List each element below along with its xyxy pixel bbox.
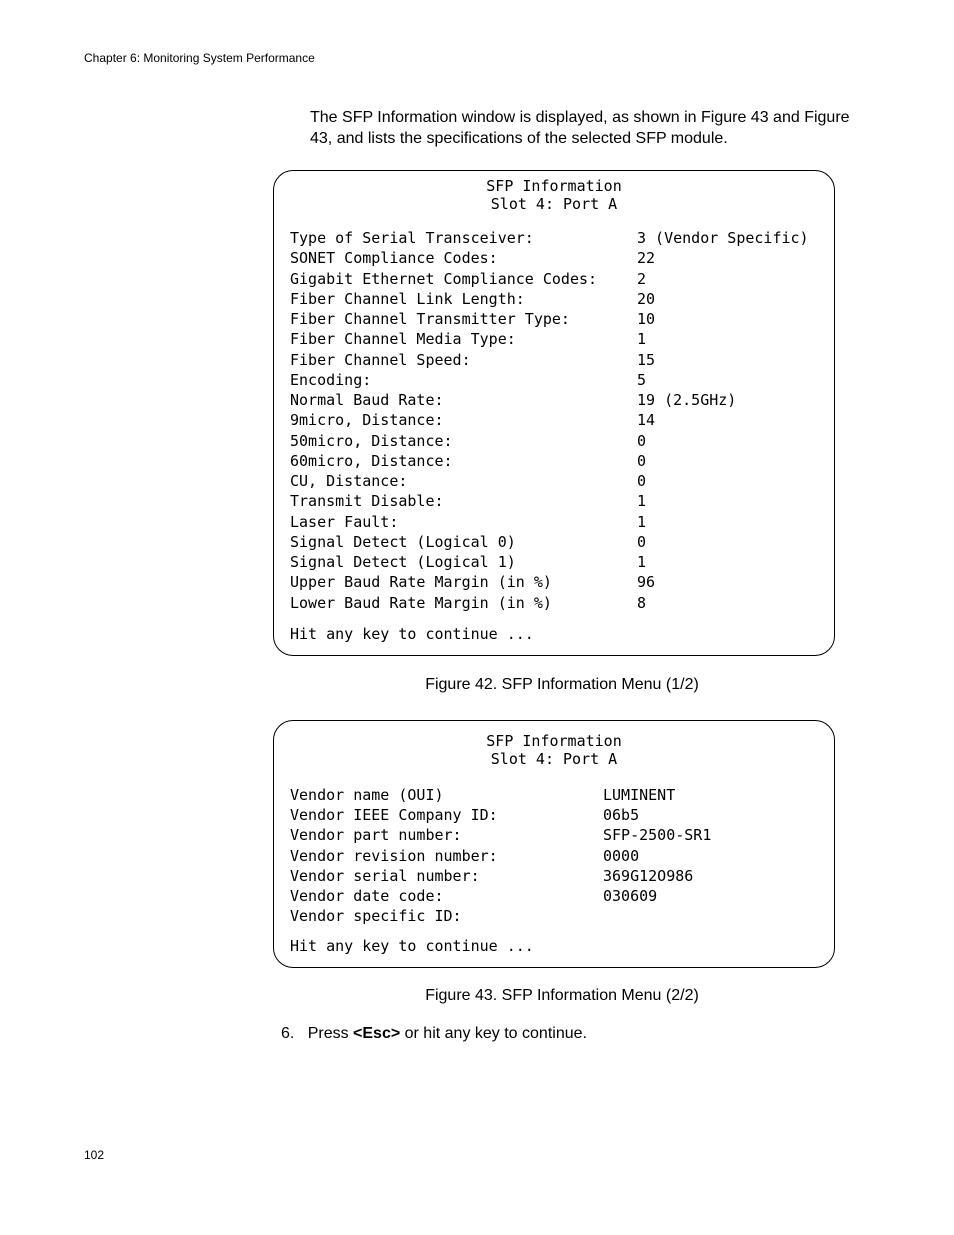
panel-subtitle: Slot 4: Port A xyxy=(490,195,618,213)
figure-caption: Figure 42. SFP Information Menu (1/2) xyxy=(425,676,699,693)
vendor-value: 0000 xyxy=(603,846,640,865)
info-label: Encoding: xyxy=(290,370,372,389)
info-label: Fiber Channel Speed: xyxy=(290,350,471,369)
continue-prompt: Hit any key to continue ... xyxy=(290,937,534,955)
info-label: Fiber Channel Transmitter Type: xyxy=(290,310,570,328)
info-value: 8 xyxy=(637,593,647,612)
info-label: SONET Compliance Codes: xyxy=(290,249,498,268)
info-value: 1 xyxy=(637,492,647,511)
sfp-info-panel-2 xyxy=(273,720,835,968)
info-label: Fiber Channel Media Type: xyxy=(290,330,516,349)
chapter-header: Chapter 6: Monitoring System Performance xyxy=(84,51,315,65)
vendor-label: Vendor name (OUI) xyxy=(290,786,444,804)
info-value: 5 xyxy=(637,370,647,389)
vendor-value: SFP-2500-SR1 xyxy=(603,826,712,845)
panel-title: SFP Information xyxy=(486,177,622,195)
vendor-label: Vendor revision number: xyxy=(290,846,498,865)
step-text-prefix: Press xyxy=(307,1025,354,1042)
continue-prompt: Hit any key to continue ... xyxy=(290,625,534,643)
info-value: 15 xyxy=(637,350,656,369)
info-value: 2 xyxy=(637,269,647,288)
vendor-label: Vendor specific ID: xyxy=(290,907,462,926)
info-label: CU, Distance: xyxy=(290,472,408,490)
vendor-value: LUMINENT xyxy=(603,786,676,804)
vendor-value: 06b5 xyxy=(603,806,640,825)
panel-title: SFP Information xyxy=(486,732,622,750)
panel-subtitle: Slot 4: Port A xyxy=(490,750,618,768)
info-value: 3 (Vendor Specific) xyxy=(637,229,809,247)
info-label: 9micro, Distance: xyxy=(290,411,444,430)
info-value: 14 xyxy=(637,411,656,430)
info-label: Signal Detect (Logical 1) xyxy=(290,553,516,571)
info-value: 0 xyxy=(637,451,647,470)
info-value: 19 (2.5GHz) xyxy=(637,391,737,409)
intro-paragraph: The SFP Information window is displayed, as shown in Figure 43 and Figure 43, and lists the specifications of the selected SFP module. xyxy=(310,109,850,147)
info-value: 1 xyxy=(637,553,647,571)
info-label: 50micro, Distance: xyxy=(290,431,453,450)
step-instruction xyxy=(281,1025,587,1043)
info-value: 0 xyxy=(637,431,647,450)
info-value: 22 xyxy=(637,249,656,268)
vendor-label: Vendor part number: xyxy=(290,826,462,845)
info-value: 0 xyxy=(637,472,647,490)
info-label: Upper Baud Rate Margin (in %) xyxy=(290,573,552,592)
info-label: Laser Fault: xyxy=(290,512,399,531)
info-label: Gigabit Ethernet Compliance Codes: xyxy=(290,269,598,288)
info-value: 20 xyxy=(637,289,656,308)
vendor-label: Vendor IEEE Company ID: xyxy=(290,806,498,825)
info-label: Normal Baud Rate: xyxy=(290,391,444,409)
info-label: Fiber Channel Link Length: xyxy=(290,289,525,308)
info-label: Transmit Disable: xyxy=(290,492,444,511)
info-value: 1 xyxy=(637,330,647,349)
info-label: Type of Serial Transceiver: xyxy=(290,229,534,247)
info-value: 96 xyxy=(637,573,656,592)
info-label: Lower Baud Rate Margin (in %) xyxy=(290,593,552,612)
info-value: 10 xyxy=(637,310,656,328)
info-label: 60micro, Distance: xyxy=(290,451,453,470)
info-label: Signal Detect (Logical 0) xyxy=(290,532,516,551)
info-value: 0 xyxy=(637,532,647,551)
vendor-label: Vendor date code: xyxy=(290,886,444,905)
vendor-value: 030609 xyxy=(603,886,658,905)
page-number: 102 xyxy=(84,1148,105,1162)
step-number: 6. xyxy=(281,1025,295,1042)
sfp-info-panel-1 xyxy=(273,170,835,656)
vendor-value: 369G12O986 xyxy=(603,866,694,885)
esc-key-label: <Esc> xyxy=(353,1025,401,1042)
figure-caption: Figure 43. SFP Information Menu (2/2) xyxy=(425,987,699,1004)
step-text-suffix: or hit any key to continue. xyxy=(400,1025,587,1042)
info-value: 1 xyxy=(637,512,647,531)
vendor-label: Vendor serial number: xyxy=(290,866,480,885)
